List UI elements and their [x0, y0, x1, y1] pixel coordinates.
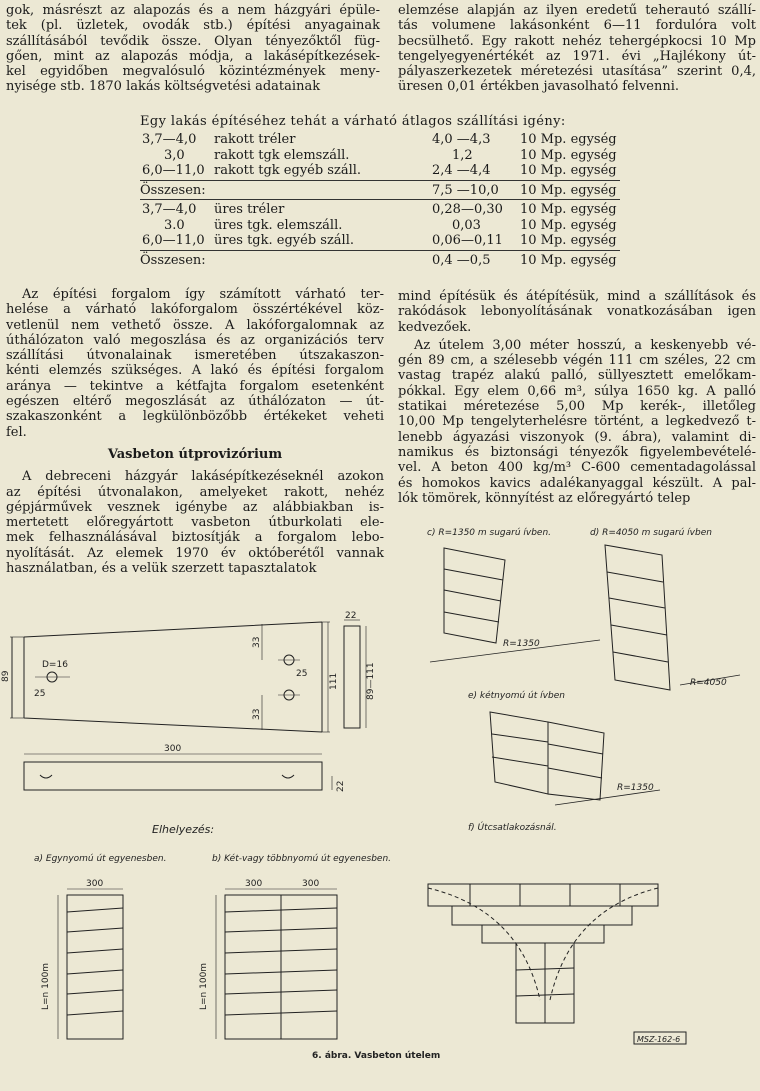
text-line: namikus és biztonsági tényezők figyelembevételé-: [398, 444, 756, 460]
label-r4050: R=4050: [690, 678, 727, 688]
figure-caption: 6. ábra. Vasbeton útelem: [312, 1051, 441, 1061]
text-line: tás volumene lakásonként 6—11 fordulóra volt: [398, 18, 756, 34]
dim-d16: D=16: [42, 660, 68, 670]
table-cell-value: 0,06—0,11: [432, 233, 503, 248]
table-cell-label: Összesen:: [140, 182, 206, 198]
table-cell-unit: 10 Mp. egység: [520, 163, 617, 178]
text-line: tengelyegyenértékét az 1971. évi „Hajlékony út-: [398, 48, 756, 64]
text-line: nyisége stb. 1870 lakás költségvetési adatainak: [6, 79, 321, 95]
label-a: a) Egynyomú út egyenesben.: [34, 854, 167, 864]
text-line: elemzése alapján az ilyen eredetű teherautó szállí-: [398, 3, 756, 18]
label-c: c) R=1350 m sugarú ívben.: [427, 528, 552, 538]
text-line: egészen eltérő megoszlását az úthálózaton — út-: [6, 394, 384, 410]
table-cell-label: Összesen:: [140, 252, 206, 268]
dim-300a: 300: [86, 879, 104, 889]
table-rule: [140, 250, 620, 251]
table-cell-range: 6,0—11,0: [142, 233, 205, 248]
table-cell-value: 0,4 —0,5: [432, 252, 491, 268]
element-side-view: [344, 620, 366, 728]
table-row: [140, 132, 630, 147]
dim-25b: 25: [296, 669, 308, 679]
transport-demand-table: [0, 0, 760, 290]
table-rule: [140, 199, 620, 200]
text-line: becsülhető. Egy rakott nehéz tehergépkocsi 10 Mp: [398, 33, 756, 49]
text-line: 10,00 Mp tengelyterhelésre történt, a legkedvező t-: [398, 414, 756, 430]
label-b: b) Két-vagy többnyomú út egyenesben.: [212, 854, 392, 864]
table-row: [140, 233, 630, 248]
table-cell-unit: 10 Mp. egység: [520, 202, 617, 217]
text-line: használatban, és a velük szerzett tapasztalatok: [6, 561, 317, 577]
text-line: kedvezőek.: [398, 319, 472, 335]
table-cell-value: 1,2: [452, 147, 473, 163]
dim-25a: 25: [34, 689, 46, 699]
table-cell-range: 3,7—4,0: [142, 202, 197, 217]
table-row: [140, 202, 630, 217]
text-line: gok, másrészt az alapozás és a nem házgyári épüle-: [6, 3, 380, 18]
text-line: tek (pl. üzletek, ovodák stb.) építési anyagainak: [6, 18, 380, 34]
table-row: [140, 163, 630, 178]
dim-300: 300: [164, 744, 182, 754]
layout-multi-track-straight: [216, 889, 337, 1039]
figure-road-element-drawing: [0, 520, 760, 1091]
table-total-row: [140, 183, 630, 198]
text-line: rakódások lebonyolításának vonatkozásában igen: [398, 304, 756, 320]
text-line: vetlenül nem vethető össze. A lakóforgalomnak az: [6, 317, 384, 333]
text-line: gően, mint az alapozás módja, a lakásépítkezések-: [6, 48, 380, 64]
table-cell-unit: 10 Mp. egység: [520, 147, 617, 163]
table-cell-value: 7,5 —10,0: [432, 182, 499, 198]
table-cell-unit: 10 Mp. egység: [520, 132, 617, 147]
text-line: fel.: [6, 424, 27, 440]
text-line: mek felhasználásával biztosítják a forgalom lebo-: [6, 530, 384, 546]
section-heading: Vasbeton útprovizórium: [107, 446, 283, 462]
text-line: Az építési forgalom így számított várható ter-: [22, 287, 384, 302]
dim-ln-b: L=n 100m: [199, 962, 209, 1010]
element-plan-view: [10, 622, 330, 732]
text-line: pókkal. Egy elem 0,66 m³, súlya 1650 kg. A palló: [398, 383, 756, 399]
table-cell-range: 3,0: [164, 147, 185, 163]
curve-layout-r4050: [605, 545, 740, 690]
text-line: kénti elemzés szükséges. A lakó és építési forgalom: [6, 363, 384, 379]
text-line: gépjárművek vesznek igénybe az alábbiakban is-: [6, 499, 384, 515]
table-row: [140, 218, 630, 233]
dim-22: 22: [345, 611, 357, 621]
text-line: kel egyidőben megvalósuló közintézmények meny-: [6, 64, 380, 80]
table-cell-desc: üres tgk. elemszáll.: [214, 217, 343, 233]
table-cell-value: 0,28—0,30: [432, 202, 503, 217]
label-d: d) R=4050 m sugarú ívben: [590, 528, 712, 538]
text-line: üresen 0,01 értékben javasolható felvenni.: [398, 79, 680, 95]
dim-ln-a: L=n 100m: [41, 962, 51, 1010]
text-line: vastag trapéz alakú palló, süllyesztett emelőkam-: [398, 368, 756, 384]
table-row: [140, 148, 630, 163]
dim-300c: 300: [302, 879, 320, 889]
label-e: e) kétnyomú út ívben: [468, 691, 565, 701]
label-r1350-b: R=1350: [617, 783, 654, 793]
text-line: mind építésük és átépítésük, mind a szállítások és: [398, 289, 756, 304]
layout-road-junction: [428, 884, 686, 1044]
table-cell-range: 6,0—11,0: [142, 163, 205, 178]
text-line: lók tömörek, könnyítést az előregyártó telep: [398, 490, 691, 506]
text-line: Az útelem 3,00 méter hosszú, a keskenyebb vé-: [414, 337, 756, 353]
dim-111: 111: [329, 672, 339, 690]
text-line: nyolítását. Az elemek 1970 év októberétől vannak: [6, 545, 384, 561]
dim-22b: 22: [336, 780, 346, 792]
table-cell-unit: 10 Mp. egység: [520, 182, 617, 198]
text-line: lenebb ágyazási viszonyok (9. ábra), valamint di-: [398, 429, 756, 445]
table-cell-range: 3.0: [164, 217, 185, 233]
dim-300b: 300: [245, 879, 263, 889]
table-cell-unit: 10 Mp. egység: [520, 252, 617, 268]
label-r1350-a: R=1350: [503, 639, 540, 649]
table-cell-range: 3,7—4,0: [142, 132, 197, 147]
table-total-row: [140, 253, 630, 268]
element-long-section: [24, 754, 332, 790]
table-cell-desc: rakott tgk egyéb száll.: [214, 163, 362, 178]
text-line: mertetett előregyártott vasbeton útburkolati ele-: [6, 515, 384, 531]
text-line: szakaszonként a legkülönbözőbb értékeket veheti: [6, 409, 384, 425]
text-line: szállítási útvonalainak ismeretében útszakaszon-: [6, 348, 384, 364]
text-line: és homokos kavics adalékanyaggal készült. A pal-: [398, 475, 756, 491]
text-line: A debreceni házgyár lakásépítkezéseknél azokon: [22, 469, 384, 485]
table-cell-unit: 10 Mp. egység: [520, 233, 617, 248]
text-line: pályaszerkezetek méretezési utasítása” szerint 0,4,: [398, 64, 756, 80]
dim-33b: 33: [252, 708, 262, 720]
text-line: aránya — tekintve a kétfajta forgalom esetenként: [6, 378, 384, 394]
text-line: úthálózaton való megoszlása és az organizációs terv: [6, 332, 384, 348]
table-rule: [140, 180, 620, 181]
table-cell-unit: 10 Mp. egység: [520, 217, 617, 233]
label-elhelyezes: Elhelyezés:: [152, 823, 215, 836]
dim-33a: 33: [252, 636, 262, 648]
table-cell-desc: üres tgk. egyéb száll.: [214, 233, 354, 248]
table-cell-value: 4,0 —4,3: [432, 132, 491, 147]
table-cell-desc: üres tréler: [214, 202, 285, 217]
text-column-right-mid: [398, 289, 756, 506]
layout-single-track-straight: [58, 889, 123, 1039]
text-line: statikai méretezése 5,00 Mp kerék-, illetőleg: [398, 399, 756, 415]
text-line: szállításából tevődik össze. Olyan tényezőktől füg-: [6, 33, 380, 49]
table-cell-desc: rakott tréler: [214, 132, 296, 147]
stamp-msz: MSZ-162-6: [637, 1035, 681, 1044]
text-line: helése a várható lakóforgalom összértékével köz-: [6, 302, 384, 318]
label-f: f) Útcsatlakozásnál.: [468, 823, 557, 833]
dim-89: 89: [1, 670, 11, 682]
text-line: az építési útvonalakon, amelyeket rakott, nehéz: [6, 484, 384, 500]
table-cell-value: 2,4 —4,4: [432, 163, 491, 178]
table-cell-desc: rakott tgk elemszáll.: [214, 147, 350, 163]
table-intro: Egy lakás építéséhez tehát a várható átlagos szállítási igény:: [140, 114, 566, 129]
text-line: vel. A beton 400 kg/m³ C-600 cementadagolással: [398, 460, 756, 476]
table-cell-value: 0,03: [452, 217, 481, 233]
dim-89-111: 89—111: [366, 662, 376, 700]
text-line: gén 89 cm, a szélesebb végén 111 cm széles, 22 cm: [398, 353, 756, 369]
